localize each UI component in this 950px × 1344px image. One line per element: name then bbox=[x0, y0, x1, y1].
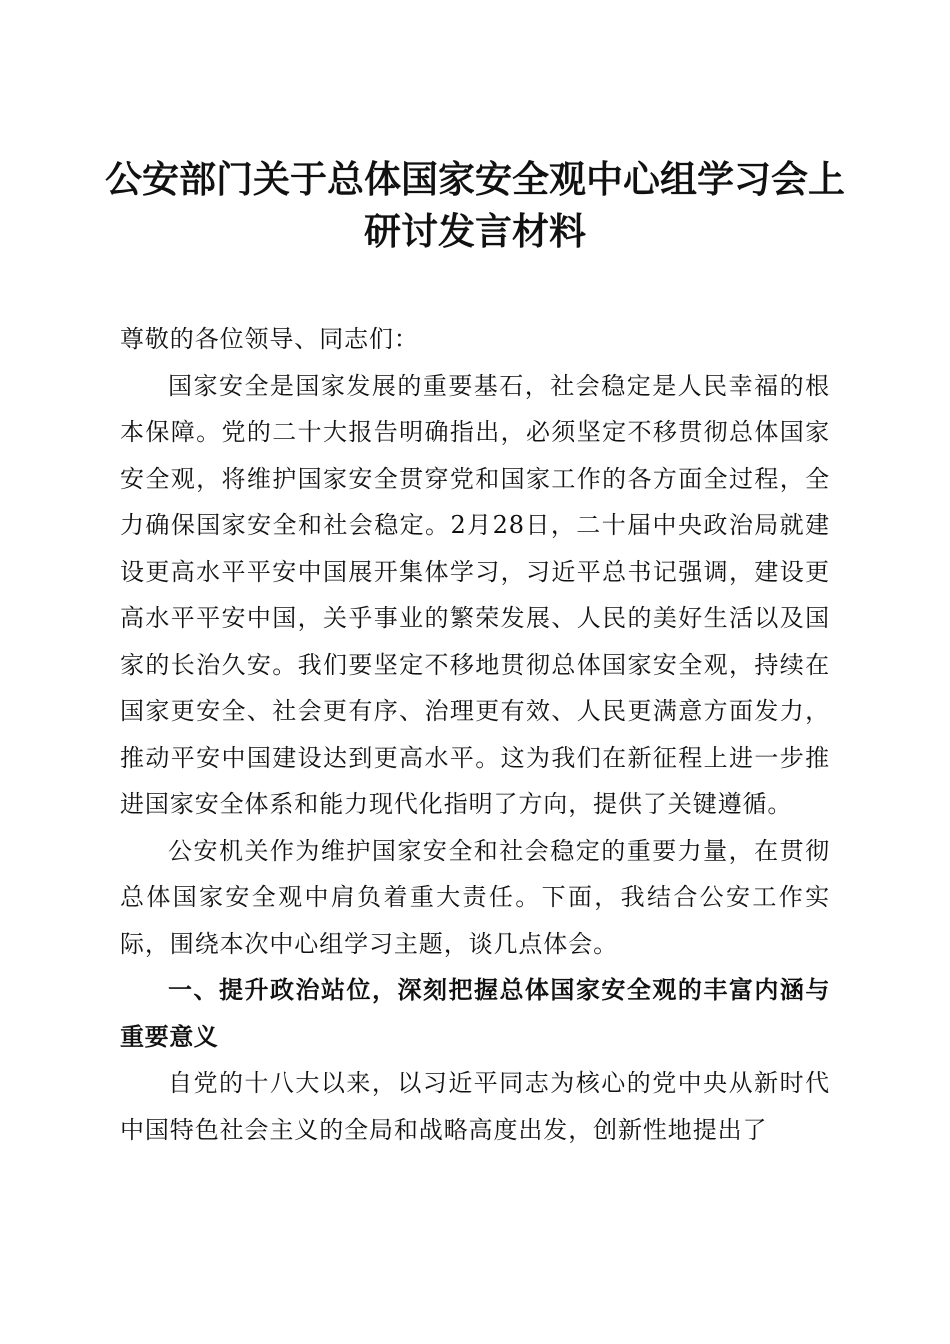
document-title: 公安部门关于总体国家安全观中心组学习会上研讨发言材料 bbox=[105, 157, 845, 253]
salutation: 尊敬的各位领导、同志们： bbox=[120, 325, 419, 353]
paragraph-intro: 国家安全是国家发展的重要基石，社会稳定是人民幸福的根本保障。党的二十大报告明确指出，必须坚定不移贯彻总体国家安全观，将维护国家安全贯穿党和国家工作的各方面全过程，全力确保国家安全和社会稳定。2月28日，二十届中央政治局就建设更高水平平安中国展开集体学习，习近平总书记强调，建设更高水平平安中国，关乎事业的繁荣发展、人民的美好生活以及国家的长治久安。我们要坚定不移地贯彻总体国家安全观，持续在国家更安全、社会更有序、治理更有效、人民更满意方面发力，推动平安中国建设达到更高水平。这为我们在新征程上进一步推进国家安全体系和能力现代化指明了方向，提供了关键遵循。 bbox=[120, 371, 830, 818]
section-paragraph: 自党的十八大以来，以习近平同志为核心的党中央从新时代中国特色社会主义的全局和战略高度出发，创新性地提出了 bbox=[120, 1069, 830, 1144]
paragraph-role: 公安机关作为维护国家安全和社会稳定的重要力量，在贯彻总体国家安全观中肩负着重大责任。下面，我结合公安工作实际，围绕本次中心组学习主题，谈几点体会。 bbox=[120, 836, 830, 958]
document-body bbox=[120, 316, 830, 1153]
section-heading: 一、提升政治站位，深刻把握总体国家安全观的丰富内涵与重要意义 bbox=[120, 976, 830, 1051]
